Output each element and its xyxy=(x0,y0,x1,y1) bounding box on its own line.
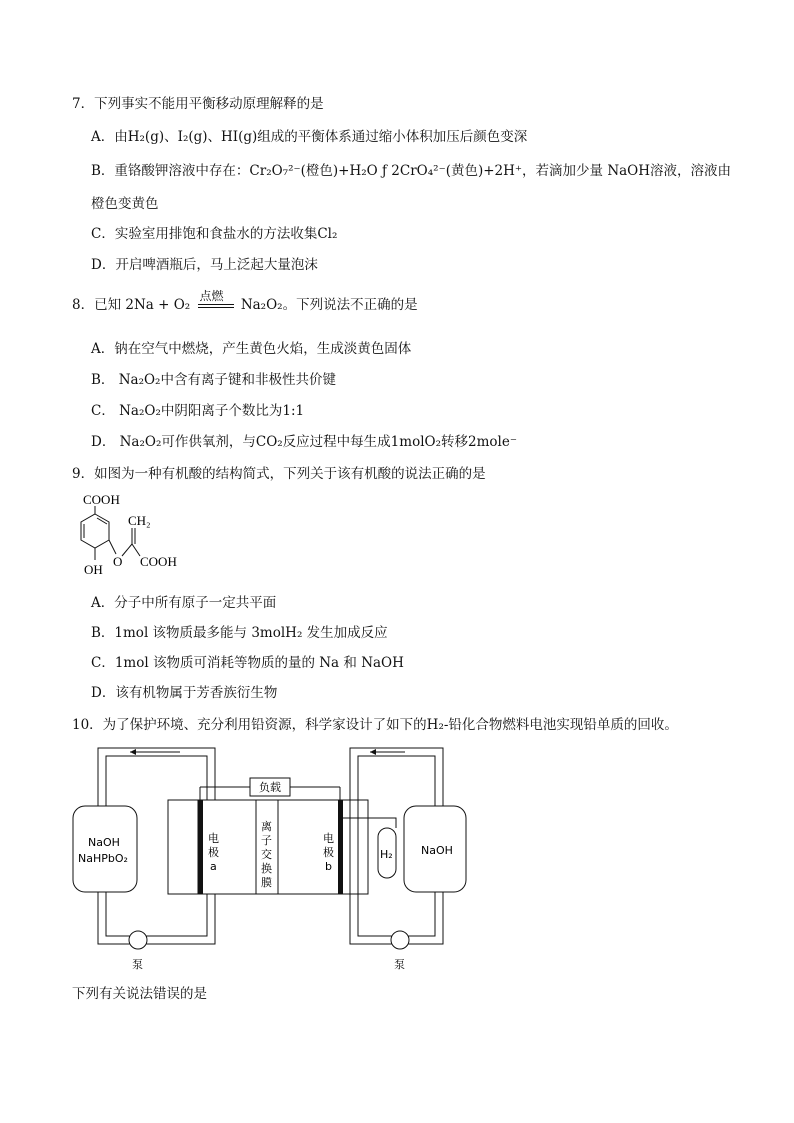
ring-double-bond-2 xyxy=(97,518,107,524)
q9-stem: 9．如图为一种有机酸的结构简式，下列关于该有机酸的说法正确的是 xyxy=(72,466,486,482)
membrane-2: 子 xyxy=(261,834,272,847)
pump-right-icon xyxy=(391,931,409,949)
q9-option-d: D．该有机物属于芳香族衍生物 xyxy=(91,685,278,701)
pump-left-icon xyxy=(129,931,147,949)
q8-stem-pre: 8．已知 2Na + O₂ xyxy=(72,297,191,313)
q8-option-c: C． Na₂O₂中阴阳离子个数比为1:1 xyxy=(91,403,305,419)
q7-option-a: A．由H₂(g)、I₂(g)、HI(g)组成的平衡体系通过缩小体积加压后颜色变深 xyxy=(91,129,528,145)
q7-stem: 7．下列事实不能用平衡移动原理解释的是 xyxy=(72,96,324,112)
q7-option-b-cont: 橙色变黄色 xyxy=(91,196,159,212)
q10-after: 下列有关说法错误的是 xyxy=(72,986,207,1002)
right-tank-label: NaOH xyxy=(421,844,453,857)
electrode-b-plate xyxy=(338,800,343,894)
q9-option-c: C．1mol 该物质可消耗等物质的量的 Na 和 NaOH xyxy=(91,655,404,671)
q8-option-b: B． Na₂O₂中含有离子键和非极性共价键 xyxy=(91,372,336,388)
q10-fuel-cell-diagram xyxy=(60,740,480,980)
electrode-b-2: 极 xyxy=(323,846,334,859)
ch2-label: CH₂ xyxy=(128,513,151,528)
electrode-b-3: b xyxy=(325,860,332,873)
membrane-1: 离 xyxy=(261,820,272,833)
load-label: 负载 xyxy=(259,781,281,794)
oh-label: OH xyxy=(84,562,103,577)
q8-condition: 点燃 xyxy=(199,289,224,303)
bond-cooh-right xyxy=(132,544,140,556)
q7-option-b: B．重铬酸钾溶液中存在：Cr₂O₇²⁻(橙色)+H₂O ƒ 2CrO₄²⁻(黄色)+2H⁺，若滴加少量 NaOH溶液，溶液由 xyxy=(91,163,732,179)
q9-option-a: A．分子中所有原子一定共平面 xyxy=(91,595,277,611)
cooh-right-label: COOH xyxy=(140,554,177,569)
membrane-5: 膜 xyxy=(261,876,272,889)
electrode-a-3: a xyxy=(210,860,217,873)
ring xyxy=(81,514,109,548)
h2-label: H₂ xyxy=(380,848,393,861)
membrane-4: 换 xyxy=(261,862,272,875)
pump-left-label: 泵 xyxy=(132,958,143,971)
anode-chamber xyxy=(168,800,198,894)
left-tank-label-1: NaOH xyxy=(88,836,120,849)
left-tank xyxy=(73,806,137,892)
q10-stem: 10．为了保护环境、充分利用铅资源，科学家设计了如下的H₂-铅化合物燃料电池实现铅单质的回收。 xyxy=(72,717,678,733)
pump-right-label: 泵 xyxy=(394,958,405,971)
q7-option-c: C．实验室用排饱和食盐水的方法收集Cl₂ xyxy=(91,226,338,242)
q8-stem xyxy=(72,289,418,314)
q9-option-b: B．1mol 该物质最多能与 3molH₂ 发生加成反应 xyxy=(91,625,388,641)
cooh-top-label: COOH xyxy=(83,492,120,507)
electrode-a-1: 电 xyxy=(208,832,219,845)
electrode-a-2: 极 xyxy=(208,846,219,859)
q8-option-a: A．钠在空气中燃烧，产生黄色火焰，生成淡黄色固体 xyxy=(91,341,412,357)
q8-reaction-arrow xyxy=(198,289,234,308)
bond-o-c xyxy=(122,544,132,556)
o-label: O xyxy=(113,554,123,569)
q8-option-d: D． Na₂O₂可作供氧剂，与CO₂反应过程中每生成1molO₂转移2mole⁻ xyxy=(91,434,517,450)
q9-structure-diagram xyxy=(70,492,210,584)
bond-o xyxy=(109,540,116,554)
electrode-b-1: 电 xyxy=(323,832,334,845)
q8-stem-post: Na₂O₂。下列说法不正确的是 xyxy=(240,297,418,313)
membrane-3: 交 xyxy=(261,848,272,861)
electrode-a-plate xyxy=(198,800,203,894)
q7-option-d: D．开启啤酒瓶后，马上泛起大量泡沫 xyxy=(91,257,318,273)
left-tank-label-2: NaHPbO₂ xyxy=(78,852,128,865)
